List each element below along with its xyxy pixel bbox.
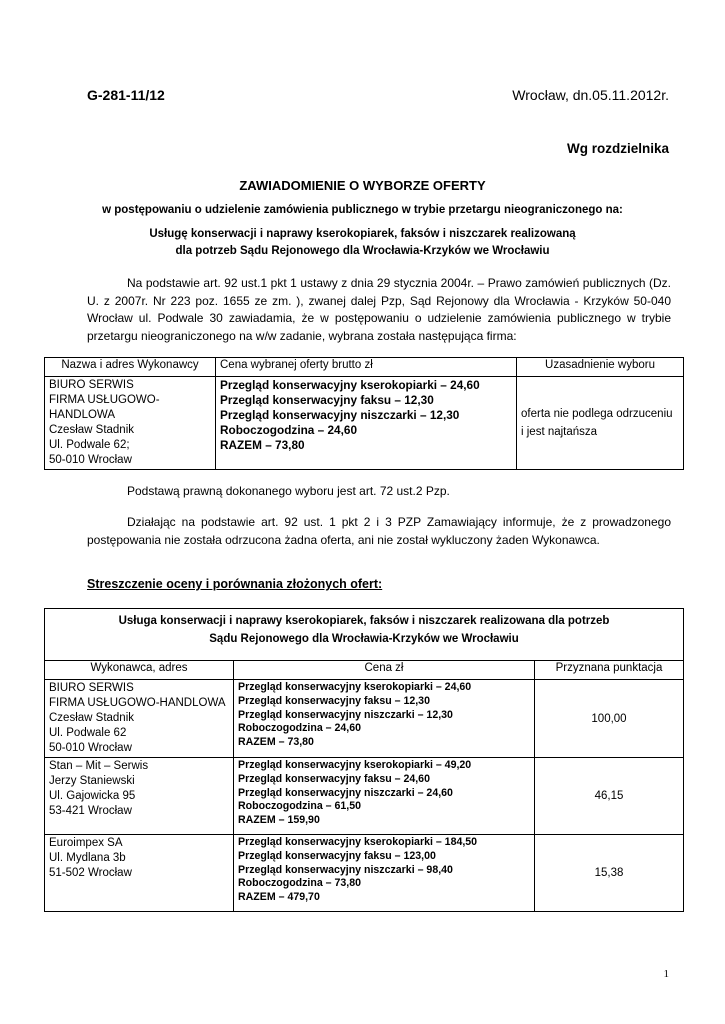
contractor-line: Jerzy Staniewski xyxy=(49,775,135,787)
contractor-cell xyxy=(45,835,234,912)
table-title-row xyxy=(45,609,684,661)
price-line: Przegląd konserwacyjny kserokopiarki – 184,50 xyxy=(238,836,478,848)
score-cell: 100,00 xyxy=(535,680,684,758)
price-line: Przegląd konserwacyjny niszczarki – 98,40 xyxy=(238,863,453,876)
justification-line: oferta nie podlega odrzuceniu xyxy=(521,408,673,420)
reference-number: G-281-11/12 xyxy=(87,87,165,103)
contractor-line: 50-010 Wrocław xyxy=(49,454,132,466)
column-header: Nazwa i adres Wykonawcy xyxy=(45,358,216,377)
contractor-line: Stan – Mit – Serwis xyxy=(49,760,149,772)
intro-paragraph: Na podstawie art. 92 ust.1 pkt 1 ustawy z dnia 29 stycznia 2004r. – Prawo zamówień publicznych (Dz. U. z 2007r. Nr 223 poz. 1655 ze zm. ), zwanej dalej Pzp, Sąd Rejonowy dla Wrocławia - Krzyków 50-040 Wrocław ul. Podwale 30 zawiadamia, że w postępowaniu o udzielenie zamówienia publicznego w trybie przetargu nieograniczonego na w/w zadanie, wybrana została następująca firma: xyxy=(87,276,671,343)
contractor-cell xyxy=(45,377,216,470)
contract-subject xyxy=(40,226,685,260)
price-line: RAZEM – 159,90 xyxy=(238,814,320,827)
contractor-line: 50-010 Wrocław xyxy=(49,742,132,754)
contractor-line: Ul. Mydlana 3b xyxy=(49,852,126,864)
table-header-row xyxy=(45,358,684,377)
table-title-line: Sądu Rejonowego dla Wrocławia-Krzyków we Wrocławiu xyxy=(209,633,519,645)
price-line: Przegląd konserwacyjny kserokopiarki – 24,60 xyxy=(220,378,480,392)
price-line: Przegląd konserwacyjny niszczarki – 24,60 xyxy=(238,786,453,799)
price-line: RAZEM – 73,80 xyxy=(220,438,305,452)
price-line: Przegląd konserwacyjny faksu – 12,30 xyxy=(238,694,430,707)
price-cell xyxy=(216,377,517,470)
table-row xyxy=(45,377,684,470)
no-rejections-paragraph: Działając na podstawie art. 92 ust. 1 pkt 2 i 3 PZP Zamawiający informuje, że z prowadzonego postępowania nie została odrzucona żadna oferta, ani nie został wykluczony żaden Wykonawca. xyxy=(87,515,671,547)
score-cell: 15,38 xyxy=(535,835,684,912)
column-header: Wykonawca, adres xyxy=(45,661,234,680)
document-date: Wrocław, dn.05.11.2012r. xyxy=(512,87,669,103)
contractor-line: 53-421 Wrocław xyxy=(49,805,132,817)
contractor-cell xyxy=(45,680,234,758)
table-row xyxy=(45,835,684,912)
price-cell xyxy=(234,680,535,758)
price-line: Roboczogodzina – 24,60 xyxy=(238,722,362,735)
price-line: Przegląd konserwacyjny faksu – 12,30 xyxy=(220,393,434,407)
column-header: Cena zł xyxy=(234,661,535,680)
price-line: Przegląd konserwacyjny niszczarki – 12,30 xyxy=(238,708,453,721)
price-line: Przegląd konserwacyjny niszczarki – 12,30 xyxy=(220,408,460,422)
price-cell xyxy=(234,835,535,912)
price-line: RAZEM – 73,80 xyxy=(238,736,314,749)
price-line: Przegląd konserwacyjny faksu – 24,60 xyxy=(238,772,430,785)
price-line: Roboczogodzina – 24,60 xyxy=(220,423,358,437)
summary-heading: Streszczenie oceny i porównania złożonych ofert: xyxy=(87,577,383,591)
price-line: Przegląd konserwacyjny faksu – 123,00 xyxy=(238,849,436,862)
price-line: Przegląd konserwacyjny kserokopiarki – 24,60 xyxy=(238,681,472,693)
document-title: ZAWIADOMIENIE O WYBORZE OFERTY xyxy=(239,178,486,193)
score-cell: 46,15 xyxy=(535,758,684,835)
justification-cell xyxy=(517,377,684,470)
column-header: Cena wybranej oferty brutto zł xyxy=(216,358,517,377)
contractor-line: FIRMA USŁUGOWO- xyxy=(49,394,160,406)
contractor-line: Czesław Stadnik xyxy=(49,712,135,724)
column-header: Przyznana punktacja xyxy=(535,661,684,680)
table-row xyxy=(45,680,684,758)
table-header-row xyxy=(45,661,684,680)
column-header: Uzasadnienie wyboru xyxy=(517,358,684,377)
contractor-line: Euroimpex SA xyxy=(49,837,123,849)
contractor-cell xyxy=(45,758,234,835)
table-title xyxy=(45,609,684,661)
legal-basis-paragraph: Podstawą prawną dokonanego wyboru jest art. 72 ust.2 Pzp. xyxy=(127,484,450,498)
offers-comparison-table xyxy=(44,608,684,912)
contractor-line: HANDLOWA xyxy=(49,409,116,421)
selected-offer-table xyxy=(44,357,684,470)
contractor-line: Ul. Podwale 62; xyxy=(49,439,130,451)
page-number: 1 xyxy=(663,968,669,980)
table-title-line: Usługa konserwacji i naprawy kserokopiarek, faksów i niszczarek realizowana dla potrzeb xyxy=(118,615,610,627)
contractor-line: BIURO SERWIS xyxy=(49,682,134,694)
contractor-line: Ul. Podwale 62 xyxy=(49,727,127,739)
price-line: Roboczogodzina – 73,80 xyxy=(238,877,362,890)
price-cell xyxy=(234,758,535,835)
justification-line: i jest najtańsza xyxy=(521,426,598,438)
contractor-line: 51-502 Wrocław xyxy=(49,867,132,879)
contract-subject-line: Usługę konserwacji i naprawy kserokopiarek, faksów i niszczarek realizowaną xyxy=(149,228,576,240)
distribution-note: Wg rozdzielnika xyxy=(566,141,669,156)
contractor-line: FIRMA USŁUGOWO-HANDLOWA xyxy=(49,697,226,709)
table-row xyxy=(45,758,684,835)
price-line: RAZEM – 479,70 xyxy=(238,891,320,904)
price-line: Przegląd konserwacyjny kserokopiarki – 49,20 xyxy=(238,759,472,771)
contractor-line: Czesław Stadnik xyxy=(49,424,135,436)
document-subtitle: w postępowaniu o udzielenie zamówienia publicznego w trybie przetargu nieograniczonego na: xyxy=(102,204,623,216)
contract-subject-line: dla potrzeb Sądu Rejonowego dla Wrocławia-Krzyków we Wrocławiu xyxy=(175,245,550,257)
contractor-line: BIURO SERWIS xyxy=(49,379,134,391)
contractor-line: Ul. Gajowicka 95 xyxy=(49,790,136,802)
price-line: Roboczogodzina – 61,50 xyxy=(238,800,362,813)
